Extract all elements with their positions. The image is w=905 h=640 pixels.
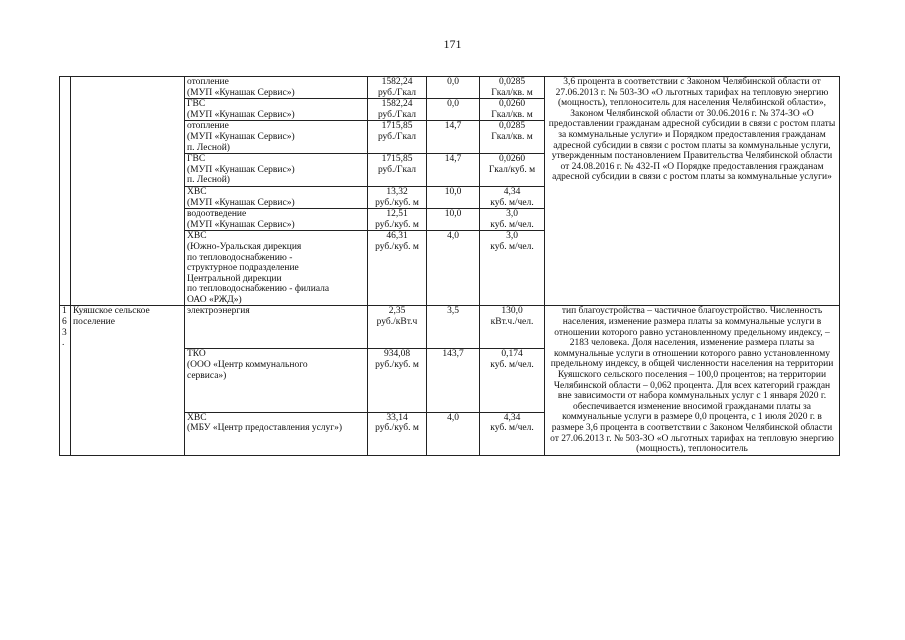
tariff-line: руб./куб. м [375, 219, 419, 230]
service-line: (МУП «Кунашак Сервис») [187, 197, 295, 208]
change-percent-cell: 14,7 [427, 154, 480, 187]
norm-line: 0,0260 [498, 154, 526, 165]
change-percent-cell: 14,7 [427, 121, 480, 154]
norm-cell [480, 306, 545, 349]
norm-line: Гкал/кв. м [491, 131, 533, 142]
norm-line: куб. м/чел. [490, 423, 534, 434]
service-line: ХВС [187, 231, 207, 242]
service-line: п. Лесной) [187, 142, 230, 153]
tariff-line: руб./куб. м [375, 241, 419, 252]
norm-line: кВт.ч./чел. [490, 317, 534, 328]
norm-cell [480, 121, 545, 154]
page-number: 171 [443, 37, 462, 51]
service-line: (МУП «Кунашак Сервис») [187, 164, 295, 175]
service-line: (Южно-Уральская дирекция [187, 241, 302, 252]
service-cell [185, 231, 368, 306]
norm-line: 3,0 [506, 231, 518, 242]
service-line: сервиса») [187, 370, 227, 381]
norm-cell [480, 99, 545, 121]
change-percent-cell: 4,0 [427, 231, 480, 306]
norm-line: 0,0285 [498, 77, 526, 87]
norm-cell [480, 231, 545, 306]
service-line: п. Лесной) [187, 175, 230, 186]
service-line: ОАО «РЖД») [187, 294, 242, 305]
service-line: (МУП «Кунашак Сервис») [187, 219, 295, 230]
service-cell [185, 412, 368, 455]
table-row [60, 306, 840, 349]
tariff-line: руб./куб. м [375, 423, 419, 434]
tariff-line: руб./куб. м [375, 359, 419, 370]
norm-line: 4,34 [503, 412, 521, 423]
change-percent-cell: 0,0 [427, 99, 480, 121]
service-cell [185, 349, 368, 412]
tariff-line: руб./куб. м [375, 197, 419, 208]
service-line: по тепловодоснабжению - [187, 252, 293, 263]
norm-line: Гкал/кв. м [491, 87, 533, 98]
service-line: (МУП «Кунашак Сервис») [187, 109, 295, 120]
tariff-line: руб./Гкал [377, 109, 417, 120]
tariff-cell [368, 186, 427, 208]
service-line: ГВС [187, 154, 206, 165]
service-cell [185, 306, 368, 349]
norm-line: 0,0260 [498, 99, 526, 110]
service-line: отопление [187, 77, 229, 87]
block-kuyash-settlement [60, 306, 840, 455]
tariff-line: руб./Гкал [377, 87, 417, 98]
settlement-number-cell: 163. [60, 306, 71, 455]
tariff-table [59, 76, 840, 456]
service-cell [185, 77, 368, 99]
service-line: структурное подразделение [187, 263, 299, 274]
settlement-name-cell: Куяшское сельское поселение [71, 306, 185, 455]
norm-line: 0,174 [501, 349, 523, 360]
norm-cell [480, 154, 545, 187]
norm-line: 130,0 [501, 306, 523, 317]
settlement-number-cell [60, 77, 71, 306]
tariff-line: 1715,85 [381, 121, 413, 132]
change-percent-cell: 0,0 [427, 77, 480, 99]
note-cell: тип благоустройства – частичное благоустройство. Численность населения, изменение размера платы за коммунальные услуги в отношении которого равно установленному предельному индексу, – 2183 человека. Доля населения, изменение размера платы за коммунальные услуги в отношении которого равно установленному предельному индексу, в общей численности населения на территории Куяшского сельского поселения – 100,0 процентов; на территории Челябинской области – 0,062 процента. Для всех категорий граждан вне зависимости от набора коммунальных услуг с 1 января 2020 г. обеспечивается изменение вносимой гражданами платы за коммунальные услуги в размере 0,0 процента, с 1 июля 2020 г. в размере 3,6 процента в соответствии с Законом Челябинской области от 27.06.2013 г. № 503-ЗО «О льготных тарифах на тепловую энергию (мощность), теплоноситель [545, 306, 840, 455]
tariff-cell [368, 412, 427, 455]
tariff-line: руб./Гкал [377, 164, 417, 175]
norm-cell [480, 412, 545, 455]
tariff-cell [368, 99, 427, 121]
service-cell [185, 121, 368, 154]
tariff-line: 13,32 [386, 186, 408, 197]
change-percent-cell: 143,7 [427, 349, 480, 412]
tariff-line: 46,31 [386, 231, 408, 242]
norm-line: Гкал/куб. м [488, 164, 536, 175]
service-line: Центральной дирекции [187, 273, 282, 284]
tariff-line: 33,14 [386, 412, 408, 423]
service-cell [185, 209, 368, 231]
tariff-cell [368, 231, 427, 306]
block-previous-settlement [60, 77, 840, 306]
norm-line: куб. м/чел. [490, 241, 534, 252]
tariff-cell [368, 306, 427, 349]
service-line: по тепловодоснабжению - филиала [187, 284, 330, 295]
norm-line: куб. м/чел. [490, 197, 534, 208]
norm-cell [480, 77, 545, 99]
service-line: ХВС [187, 186, 207, 197]
norm-line: 4,34 [503, 186, 521, 197]
change-percent-cell: 10,0 [427, 186, 480, 208]
norm-cell [480, 209, 545, 231]
service-cell [185, 154, 368, 187]
tariff-line: 12,51 [386, 209, 408, 220]
service-line: (МУП «Кунашак Сервис») [187, 131, 295, 142]
norm-line: 3,0 [506, 209, 518, 220]
service-cell [185, 99, 368, 121]
service-line: (МУП «Кунашак Сервис») [187, 87, 295, 98]
tariff-line: 1582,24 [381, 77, 413, 87]
tariff-line: 2,35 [388, 306, 406, 317]
service-line: (ООО «Центр коммунального [187, 359, 308, 370]
service-line: электроэнергия [187, 306, 250, 317]
tariff-line: 934,08 [383, 349, 411, 360]
change-percent-cell: 10,0 [427, 209, 480, 231]
tariff-cell [368, 121, 427, 154]
tariff-line: руб./Гкал [377, 131, 417, 142]
change-percent-cell: 4,0 [427, 412, 480, 455]
table-row [60, 77, 840, 99]
tariff-cell [368, 209, 427, 231]
service-line: (МБУ «Центр предоставления услуг») [187, 423, 343, 434]
service-cell [185, 186, 368, 208]
service-line: ТКО [187, 349, 206, 360]
tariff-cell [368, 349, 427, 412]
service-line: водоотведение [187, 209, 247, 220]
change-percent-cell: 3,5 [427, 306, 480, 349]
norm-line: куб. м/чел. [490, 359, 534, 370]
tariff-line: 1715,85 [381, 154, 413, 165]
tariff-line: руб./кВт.ч [376, 317, 418, 328]
service-line: отопление [187, 121, 229, 132]
tariff-cell [368, 154, 427, 187]
tariff-cell [368, 77, 427, 99]
norm-cell [480, 349, 545, 412]
settlement-name-cell [71, 77, 185, 306]
service-line: ГВС [187, 99, 206, 110]
norm-line: куб. м/чел. [490, 219, 534, 230]
note-cell: 3,6 процента в соответствии с Законом Челябинской области от 27.06.2013 г. № 503-ЗО «О льготных тарифах на тепловую энергию (мощность), теплоноситель для населения Челябинской области», Законом Челябинской области от 30.06.2016 г. № 374-ЗО «О предоставлении гражданам адресной субсидии в связи с ростом платы за коммунальные услуги» и Порядком предоставления гражданам адресной субсидии в связи с ростом платы за коммунальные услуги, утвержденным постановлением Правительства Челябинской области от 24.08.2016 г. № 432-П «О Порядке предоставления гражданам адресной субсидии в связи с ростом платы за коммунальные услуги» [545, 77, 840, 306]
norm-line: Гкал/кв. м [491, 109, 533, 120]
service-line: ХВС [187, 412, 207, 423]
tariff-line: 1582,24 [381, 99, 413, 110]
norm-cell [480, 186, 545, 208]
norm-line: 0,0285 [498, 121, 526, 132]
